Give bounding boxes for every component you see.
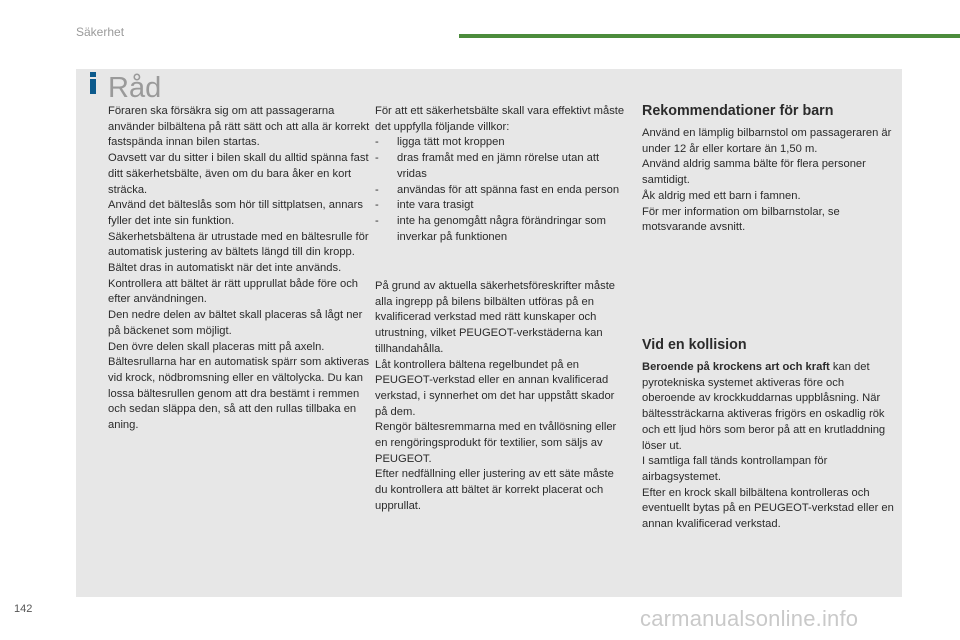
page-number: 142	[14, 603, 33, 615]
advice-column-2	[375, 104, 627, 245]
paragraph: Den övre delen skall placeras mitt på axeln.	[108, 340, 325, 353]
list-marker: -	[375, 183, 379, 196]
list-text: användas för att spänna fast en enda person	[397, 183, 620, 196]
watermark: carmanualsonline.info	[640, 606, 859, 631]
paragraph	[642, 360, 898, 454]
children-section	[642, 126, 898, 236]
list-item	[375, 198, 627, 214]
paragraph: Föraren ska försäkra sig om att passagerarna använder bilbältena på rätt sätt och att alla är korrekt fastspända innan bilen startas.	[108, 105, 370, 149]
paragraph: Använd en lämplig bilbarnstol om passageraren är under 12 år eller kortare än 1,50 m.	[642, 127, 892, 155]
lead-rest: kan det pyrotekniska systemet aktiveras före och oberoende av krockkuddarnas uppblåsning. När bältessträckarna aktiveras frigörs en oskadlig rök och ett ljud hörs som beror på att en krutladdning löser ut.	[642, 361, 886, 452]
list-marker: -	[375, 214, 379, 227]
list-text: ligga tätt mot kroppen	[397, 136, 505, 149]
paragraph: Rengör bältesremmarna med en tvållösning eller en rengöringsprodukt för textilier, som säljs av PEUGEOT.	[375, 421, 617, 465]
paragraph: Bältesrullarna har en automatisk spärr som aktiveras vid krock, nödbromsning eller en vältolycka. Du kan lossa bältesrullen genom att dra bestämt i remmen och sedan släppa den, så att den rullas tillbaka en aning.	[108, 356, 370, 432]
paragraph: Åk aldrig med ett barn i famnen.	[642, 189, 801, 202]
paragraph: Oavsett var du sitter i bilen skall du alltid spänna fast ditt säkerhetsbälte, även om du bara åker en kort sträcka.	[108, 152, 369, 196]
children-heading: Rekommendationer för barn	[642, 103, 834, 119]
list-text: inte vara trasigt	[397, 199, 474, 212]
list-item	[375, 183, 627, 199]
paragraph: I samtliga fall tänds kontrollampan för airbagsystemet.	[642, 455, 828, 483]
paragraph: Kontrollera att bältet är rätt upprullat både före och efter användningen.	[108, 277, 359, 306]
list-marker: -	[375, 199, 379, 212]
list-item	[375, 214, 627, 245]
paragraph: Låt kontrollera bältena regelbundet på en PEUGEOT-verkstad eller en annan kvalificerad verkstad, i synnerhet om det har uppstått skador på dem.	[375, 358, 615, 418]
info-icon	[86, 72, 100, 94]
paragraph: På grund av aktuella säkerhetsföreskrifter måste alla ingrepp på bilens bilbälten utföras på en kvalificerad verkstad med rätt kunskaper och utrustning, vilket PEUGEOT-verkstäderna kan tillhandahålla.	[375, 280, 616, 355]
collision-section	[642, 360, 898, 533]
paragraph: Efter nedfällning eller justering av ett säte måste du kontrollera att bältet är korrekt placerat och upprullat.	[375, 468, 614, 512]
paragraph: Efter en krock skall bilbältena kontrolleras och eventuellt bytas på en PEUGEOT-verkstad eller en annan kvalificerad verkstad.	[642, 486, 894, 531]
paragraph: Använd aldrig samma bälte för flera personer samtidigt.	[642, 158, 866, 187]
panel-title: Råd	[108, 72, 162, 104]
list-text: dras framåt med en jämn rörelse utan att vridas	[397, 152, 600, 180]
collision-heading: Vid en kollision	[642, 337, 747, 353]
paragraph: Den nedre delen av bältet skall placeras så lågt ner på bäckenet som möjligt.	[108, 309, 363, 337]
lead-bold: Beroende på krockens art och kraft	[642, 361, 830, 373]
header-accent-bar	[459, 34, 960, 38]
paragraph: För mer information om bilbarnstolar, se motsvarande avsnitt.	[642, 205, 840, 234]
list-item	[375, 135, 627, 151]
list-marker: -	[375, 152, 379, 165]
list-text: inte ha genomgått några förändringar som inverkar på funktionen	[397, 214, 606, 243]
paragraph: Använd det bälteslås som hör till sittplatsen, annars fyller det inte sin funktion.	[108, 199, 363, 227]
paragraph: För att ett säkerhetsbälte skall vara effektivt måste det uppfylla följande villkor:	[375, 105, 625, 133]
list-marker: -	[375, 136, 379, 149]
advice-column-2b	[375, 279, 627, 515]
list-item	[375, 151, 627, 182]
section-label: Säkerhet	[76, 25, 125, 39]
advice-column-1	[108, 104, 370, 434]
paragraph: Säkerhetsbältena är utrustade med en bältesrulle för automatisk justering av bältets längd till din kropp. Bältet dras in automatiskt när det inte används.	[108, 230, 369, 275]
